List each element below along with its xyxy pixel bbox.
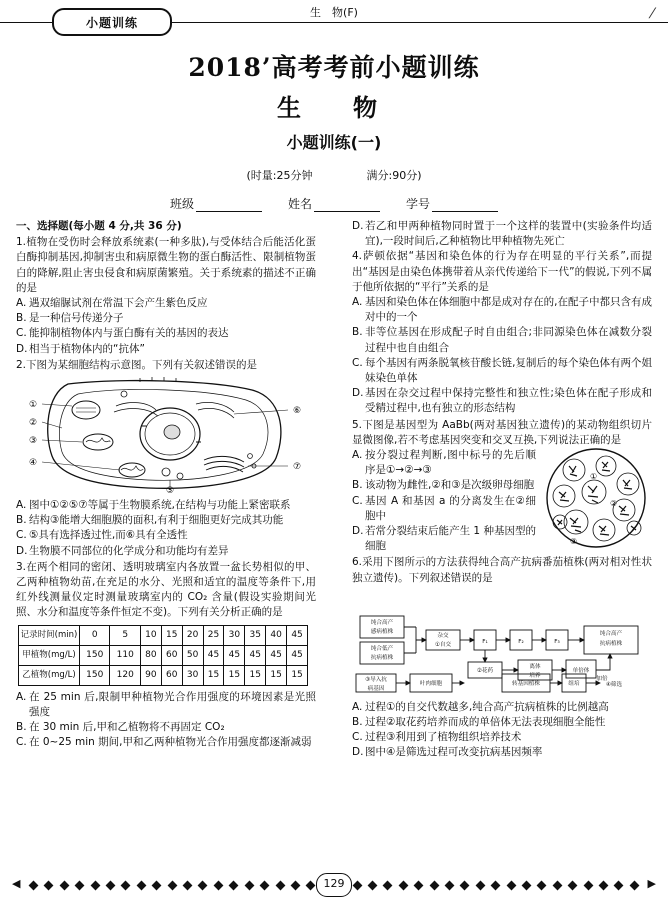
page-header [0, 0, 668, 34]
series-logo-label: 小题训练 [85, 15, 138, 30]
corner-mark-icon: / [647, 6, 657, 21]
question-6-stem: 6.采用下图所示的方法获得纯合高产抗病番茄植株(两对相对性状独立遗传)。下列叙述错误的是 [352, 556, 652, 584]
field-id-label: 学号 [406, 197, 431, 211]
row-label-plant-a: 甲植物(mg/L) [19, 645, 80, 665]
cell-label-2: ② [28, 418, 38, 429]
cell: 20 [182, 625, 203, 645]
cell: 15 [245, 665, 266, 685]
question-2 [16, 358, 316, 559]
co2-measurement-table [18, 625, 308, 686]
exercise-title: 小题训练(一) [286, 133, 382, 152]
score-label: 满分:90分) [366, 169, 422, 182]
option-2-a[interactable]: A. 图中①②⑤⑦等属于生物膜系统,在结构与功能上紧密联系 [16, 499, 291, 512]
exam-meta [0, 167, 668, 183]
option-2-d[interactable]: D. 生物膜不同部位的化学成分和功能均有差异 [16, 544, 229, 557]
cell: 10 [140, 625, 161, 645]
table-row [19, 665, 308, 685]
svg-text:①自交: ①自交 [434, 641, 452, 648]
svg-text:感病植株: 感病植株 [370, 628, 394, 635]
cell: 15 [161, 625, 182, 645]
cell: 60 [161, 665, 182, 685]
svg-text:加倍: 加倍 [596, 675, 608, 682]
svg-text:③导入抗: ③导入抗 [365, 676, 387, 683]
svg-text:转基因植株: 转基因植株 [512, 680, 540, 687]
question-1-options [16, 296, 316, 357]
cell-structure-diagram [20, 376, 308, 494]
svg-text:培养: 培养 [529, 672, 541, 679]
cell: 5 [110, 625, 140, 645]
option-3-d[interactable]: D. 若乙和甲两种植物同时置于一个这样的装置中(实验条件均适宜),一段时间后,乙种植物比甲种植物先死亡 [352, 220, 652, 248]
cell: 150 [80, 645, 110, 665]
svg-text:纯合高产: 纯合高产 [370, 619, 394, 626]
cell: 120 [110, 665, 140, 685]
option-5-a[interactable]: A. 按分裂过程判断,图中标号的先后顺序是①→②→③ [352, 449, 536, 477]
question-6 [352, 555, 652, 760]
cell-label-4: ④ [28, 458, 38, 469]
option-6-b[interactable]: B. 过程②取花药培养而成的单倍体无法表现细胞全能性 [352, 716, 606, 729]
question-4-options [352, 295, 652, 417]
cell-label-1: ① [28, 400, 38, 411]
cell: 45 [287, 645, 308, 665]
cell: 15 [287, 665, 308, 685]
table-row [19, 625, 308, 645]
svg-text:离体: 离体 [529, 663, 541, 670]
chromosome-micrograph [540, 448, 652, 552]
field-id [406, 195, 498, 212]
svg-text:F₁: F₁ [482, 638, 488, 645]
cell: 15 [266, 665, 287, 685]
running-head: 生 物(F) [310, 6, 358, 19]
cell: 50 [182, 645, 203, 665]
svg-text:纯合高产: 纯合高产 [599, 630, 623, 637]
question-3-stem: 3.在两个相同的密闭、透明玻璃室内各放置一盆长势相似的甲、乙两种植物幼苗,在充足的水分、光照和适宜的温度等条件下,用红外线测量仪定时测量玻璃室内的 CO₂ 含量(假设实验期间光照、水分和温度等条件恒定不变)。下列有关分析正确的是 [16, 560, 316, 619]
cell-diagram-svg [20, 376, 308, 494]
field-class-blank[interactable] [196, 198, 262, 212]
question-5-body [352, 448, 652, 554]
question-3-options [16, 690, 316, 751]
option-3-c[interactable]: C. 在 0~25 min 期间,甲和乙两种植物光合作用强度都逐渐减弱 [16, 736, 312, 749]
option-3-b[interactable]: B. 在 30 min 后,甲和乙植物将不再固定 CO₂ [16, 721, 225, 734]
right-column [352, 219, 652, 762]
question-4 [352, 249, 652, 416]
field-name [288, 195, 380, 212]
cell: 80 [140, 645, 161, 665]
cell: 25 [203, 625, 224, 645]
student-info-row [0, 195, 668, 212]
option-5-c[interactable]: C. 基因 A 和基因 a 的分离发生在②细胞中 [352, 494, 536, 522]
cell: 0 [80, 625, 110, 645]
micrograph-label-1: ① [590, 472, 598, 482]
question-1-stem: 1.植物在受伤时会释放系统素(一种多肽),与受体结合后能活化蛋白酶抑制基因,抑制害虫和病原微生物的蛋白酶活性、限制植物蛋白的降解,阻止害虫侵食和病原菌繁殖。关于系统素的描述不正确的是 [16, 236, 316, 294]
svg-text:组培: 组培 [568, 680, 580, 687]
row-label-plant-b: 乙植物(mg/L) [19, 665, 80, 685]
cell: 15 [224, 665, 245, 685]
svg-text:单倍体: 单倍体 [572, 667, 590, 674]
left-column [16, 219, 316, 751]
question-5 [352, 418, 652, 555]
cell: 60 [161, 645, 182, 665]
micrograph-label-2: ② [610, 499, 618, 509]
cell: 40 [266, 625, 287, 645]
cell-label-5: ⑤ [165, 486, 175, 495]
cell: 45 [266, 645, 287, 665]
question-5-options [352, 448, 536, 554]
option-1-b[interactable]: B. 是一种信号传递分子 [16, 312, 124, 325]
time-label: (时量:25分钟 [246, 169, 313, 182]
flow-svg [352, 590, 648, 696]
micrograph-svg [540, 448, 652, 552]
cell: 90 [140, 665, 161, 685]
svg-text:抗病植株: 抗病植株 [599, 640, 623, 647]
svg-text:纯合低产: 纯合低产 [370, 645, 394, 652]
option-1-d[interactable]: D. 相当于植物体内的“抗体” [16, 342, 145, 355]
option-5-b[interactable]: B. 该动物为雌性,②和③是次级卵母细胞 [352, 479, 535, 492]
option-4-b[interactable]: B. 非等位基因在形成配子时自由组合;非同源染色体在减数分裂过程中也自由组合 [352, 326, 652, 354]
svg-text:杂交: 杂交 [437, 632, 449, 639]
table-row [19, 645, 308, 665]
cell: 150 [80, 665, 110, 685]
cell-label-3: ③ [28, 436, 38, 447]
field-class-label: 班级 [169, 197, 194, 211]
field-name-blank[interactable] [314, 198, 380, 212]
row-label-time: 记录时间(min) [19, 625, 80, 645]
cell: 45 [245, 645, 266, 665]
option-4-a[interactable]: A. 基因和染色体在体细胞中都是成对存在的,在配子中都只含有成对中的一个 [352, 296, 652, 324]
option-5-d[interactable]: D. 若常分裂结束后能产生 1 种基因型的细胞 [352, 525, 536, 553]
field-id-blank[interactable] [432, 198, 498, 212]
next-page-icon[interactable]: ▶ [647, 877, 656, 890]
cell: 45 [287, 625, 308, 645]
option-4-c[interactable]: C. 每个基因有两条脱氧核苷酸长链,复制后的每个染色体有两个姐妹染色单体 [352, 356, 652, 385]
question-4-stem: 4.萨顿依据“基因和染色体的行为存在明显的平行关系”,而提出“基因是由染色体携带着从亲代传递给下一代”的假说,下列不属于他所依据的“平行”关系的是 [352, 250, 652, 293]
page-title: 2018’高考考前小题训练 [188, 53, 480, 82]
question-3-options-cont [352, 219, 652, 249]
cell: 30 [182, 665, 203, 685]
field-name-label: 姓名 [287, 197, 312, 211]
cell: 110 [110, 645, 140, 665]
option-1-a[interactable]: A. 遇双缩脲试剂在常温下会产生紫色反应 [16, 297, 208, 310]
option-2-c[interactable]: C. ⑤具有选择透过性,而⑥具有全透性 [16, 529, 188, 542]
section-heading: 一、选择题(每小题 4 分,共 36 分) [16, 220, 182, 232]
question-3 [16, 560, 316, 751]
field-class [170, 195, 262, 212]
option-1-c[interactable]: C. 能抑制植物体内与蛋白酶有关的基因的表达 [16, 327, 229, 340]
option-4-d[interactable]: D. 基因在杂交过程中保持完整性和独立性;染色体在配子形成和受精过程中,也有独立的形态结构 [352, 387, 652, 415]
cell: 45 [224, 645, 245, 665]
page-footer [0, 871, 668, 897]
option-2-b[interactable]: B. 结构③能增大细胞膜的面积,有利于细胞更好完成其功能 [16, 514, 284, 527]
subject-title: 生 物 [277, 93, 391, 122]
cell: 30 [224, 625, 245, 645]
cell-label-6: ⑥ [292, 406, 302, 417]
svg-text:F₂: F₂ [518, 638, 524, 645]
svg-text:叶肉细胞: 叶肉细胞 [419, 680, 443, 687]
prev-page-icon[interactable]: ◀ [12, 877, 21, 890]
svg-text:病基因: 病基因 [367, 685, 385, 692]
svg-text:F₃: F₃ [554, 638, 560, 645]
question-2-options [16, 498, 316, 559]
question-2-stem: 2.下图为某细胞结构示意图。下列有关叙述错误的是 [16, 358, 258, 371]
micrograph-label-3: ③ [570, 537, 578, 547]
cell-label-7: ⑦ [292, 462, 302, 473]
option-3-a[interactable]: A. 在 25 min 后,限制甲种植物光合作用强度的环境因素是光照强度 [16, 690, 316, 718]
cell: 35 [245, 625, 266, 645]
option-6-c[interactable]: C. 过程③利用到了植物组织培养技术 [352, 731, 522, 744]
svg-text:④筛选: ④筛选 [605, 681, 623, 688]
breeding-flow-diagram [352, 590, 648, 696]
svg-text:抗病植株: 抗病植株 [370, 654, 394, 661]
question-5-stem: 5.下图是基因型为 AaBb(两对基因独立遗传)的某动物组织切片显微图像,若不考虑基因突变和交叉互换,下列说法正确的是 [352, 418, 652, 446]
option-6-a[interactable]: A. 过程①的自交代数越多,纯合高产抗病植株的比例越高 [352, 700, 609, 713]
cell: 45 [203, 645, 224, 665]
cell: 15 [203, 665, 224, 685]
question-1 [16, 235, 316, 357]
svg-text:②花药: ②花药 [476, 667, 494, 674]
option-6-d[interactable]: D. 图中④是筛选过程可改变抗病基因频率 [352, 746, 543, 759]
page-number: 129 [316, 873, 352, 897]
question-6-options [352, 700, 652, 761]
